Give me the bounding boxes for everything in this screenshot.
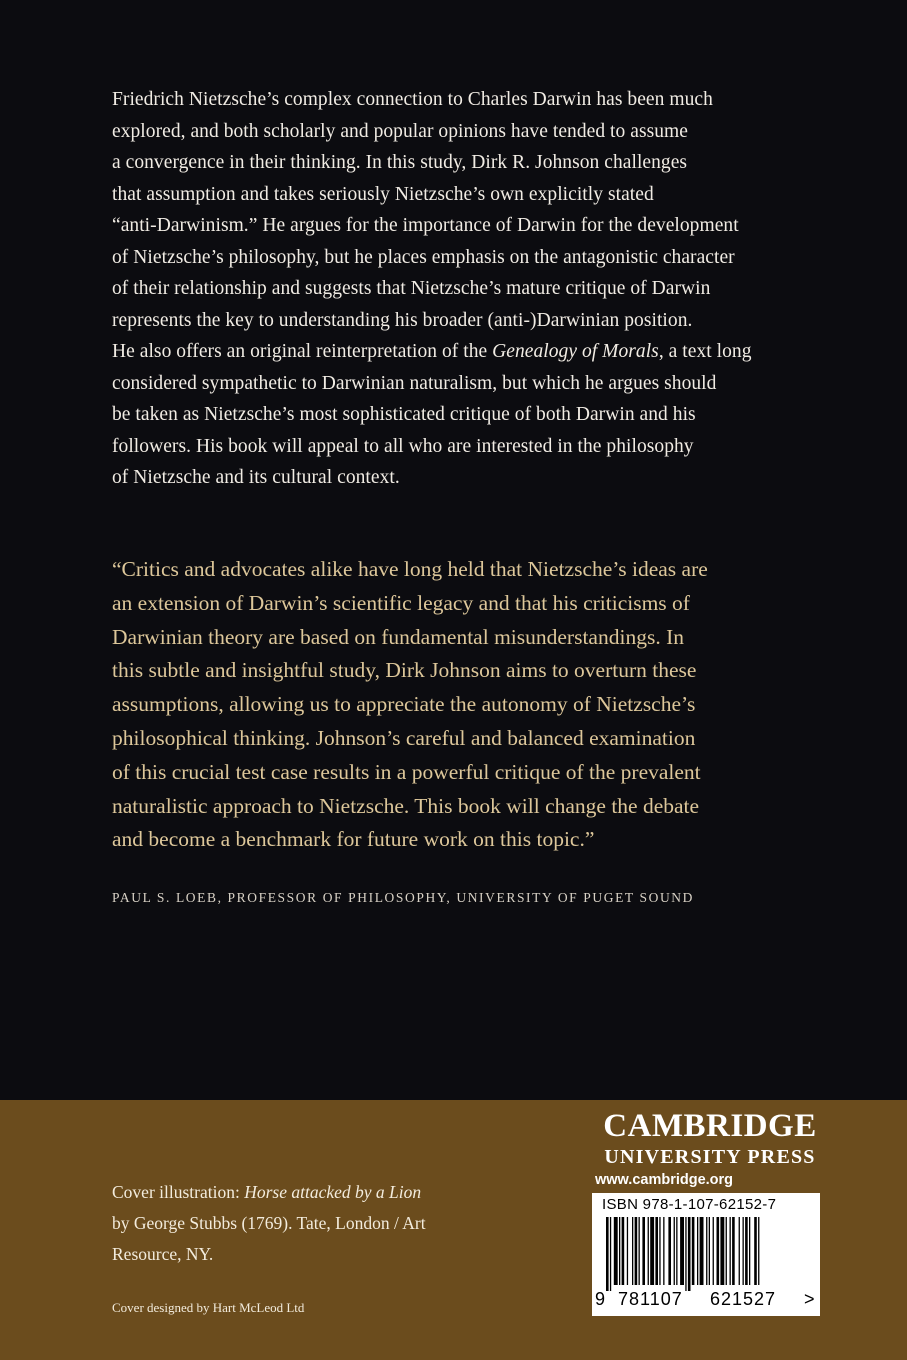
barcode-bar <box>732 1217 735 1285</box>
barcode-bar <box>627 1217 628 1285</box>
quote-line: this subtle and insightful study, Dirk Johnson aims to overturn these <box>112 658 697 683</box>
blurb-line: a convergence in their thinking. In this study, Dirk R. Johnson challenges <box>112 152 688 173</box>
barcode-bar <box>648 1217 649 1285</box>
quote-line: an extension of Darwin’s scientific legacy and that his criticisms of <box>112 590 690 615</box>
blurb-text: , a text long <box>658 341 752 362</box>
isbn-barcode <box>592 1193 820 1316</box>
cover-designer-credit: Cover designed by Hart McLeod Ltd <box>112 1300 305 1315</box>
quote-line: Darwinian theory are based on fundamental misunderstandings. In <box>112 624 684 649</box>
barcode-bar <box>622 1217 625 1285</box>
quote-line: “Critics and advocates alike have long held that Nietzsche’s ideas are <box>112 557 708 581</box>
barcode-bars <box>606 1217 806 1291</box>
blurb-line: that assumption and takes seriously Nietzsche’s own explicitly stated <box>112 183 654 205</box>
barcode-bar <box>700 1217 704 1285</box>
quote-line: and become a benchmark for future work on this topic.” <box>112 827 595 852</box>
barcode-bar <box>632 1217 633 1285</box>
barcode-bar <box>614 1217 618 1285</box>
endorsement-quote <box>112 553 812 857</box>
publisher-name: CAMBRIDGE <box>603 1108 817 1144</box>
barcode-bar <box>668 1217 671 1285</box>
barcode-bar <box>709 1217 710 1285</box>
quote-attribution: PAUL S. LOEB, PROFESSOR OF PHILOSOPHY, UNIVERSITY OF PUGET SOUND <box>112 890 694 905</box>
barcode-bar <box>726 1217 727 1285</box>
cover-illustration-credit <box>112 1177 472 1270</box>
barcode-bar <box>650 1217 654 1285</box>
blurb-text: He also offers an original reinterpretation of the <box>112 341 493 362</box>
blurb-line: considered sympathetic to Darwinian naturalism, but which he argues should <box>112 372 717 394</box>
quote-line: philosophical thinking. Johnson’s careful and balanced examination <box>112 725 696 750</box>
barcode-bar <box>758 1217 759 1285</box>
barcode-bar <box>606 1217 609 1291</box>
barcode-bar <box>713 1217 714 1285</box>
barcode-bar <box>706 1217 707 1285</box>
barcode-bar <box>663 1217 664 1285</box>
quote-line: naturalistic approach to Nietzsche. This book will change the debate <box>112 793 700 818</box>
publisher-logo <box>590 1106 830 1192</box>
barcode-bar <box>610 1217 611 1291</box>
isbn-label: ISBN 978-1-107-62152-7 <box>602 1196 777 1213</box>
book-description <box>112 84 802 494</box>
barcode-bar <box>754 1217 757 1285</box>
publisher-url: www.cambridge.org <box>595 1172 734 1188</box>
credit-line <box>112 1177 472 1208</box>
barcode-bar <box>639 1217 640 1285</box>
blurb-line: represents the key to understanding his broader (anti-)Darwinian position. <box>112 309 693 331</box>
barcode-bar <box>619 1217 620 1285</box>
book-title-genealogy: Genealogy of Morals <box>492 341 659 362</box>
barcode-bar <box>745 1217 748 1285</box>
barcode-bar <box>642 1217 645 1285</box>
barcode-bar <box>739 1217 740 1285</box>
blurb-line: followers. His book will appeal to all who are interested in the philosophy <box>112 435 694 457</box>
blurb-line: explored, and both scholarly and popular opinions have tended to assume <box>112 120 688 142</box>
barcode-bar <box>674 1217 675 1285</box>
barcode-digit-arrow: > <box>804 1289 816 1309</box>
credit-line: by George Stubbs (1769). Tate, London / Art <box>112 1213 426 1233</box>
barcode-digit-group-right: 621527 <box>710 1289 777 1309</box>
credit-prefix: Cover illustration: <box>112 1182 245 1202</box>
publisher-press: UNIVERSITY PRESS <box>604 1146 816 1168</box>
barcode-bar <box>697 1217 698 1285</box>
barcode-bar <box>730 1217 731 1285</box>
blurb-line: be taken as Nietzsche’s most sophisticated critique of both Darwin and his <box>112 404 696 425</box>
blurb-line: of Nietzsche’s philosophy, but he places emphasis on the antagonistic character <box>112 246 735 268</box>
barcode-bar <box>680 1217 684 1285</box>
barcode-bar <box>720 1217 724 1285</box>
barcode-bar <box>676 1217 677 1285</box>
barcode-bar <box>635 1217 638 1285</box>
barcode-bar <box>692 1217 695 1285</box>
barcode-bar <box>749 1217 750 1285</box>
quote-line: of this crucial test case results in a powerful critique of the prevalent <box>112 759 701 784</box>
barcode-bar <box>685 1217 686 1291</box>
barcode-bar <box>688 1217 691 1291</box>
blurb-line: of their relationship and suggests that Nietzsche’s mature critique of Darwin <box>112 278 711 299</box>
blurb-line: “anti-Darwinism.” He argues for the importance of Darwin for the development <box>112 215 739 236</box>
barcode-digit-group-left: 781107 <box>618 1289 683 1309</box>
quote-line: assumptions, allowing us to appreciate the autonomy of Nietzsche’s <box>112 692 696 717</box>
blurb-line: of Nietzsche and its cultural context. <box>112 467 400 488</box>
barcode-bar <box>659 1217 660 1285</box>
artwork-title: Horse attacked by a Lion <box>244 1182 422 1202</box>
blurb-line: Friedrich Nietzsche’s complex connection to Charles Darwin has been much <box>112 89 713 110</box>
barcode-bar <box>717 1217 720 1285</box>
barcode-bar <box>743 1217 744 1285</box>
blurb-line <box>112 336 802 368</box>
barcode-digit-lead: 9 <box>595 1289 607 1309</box>
credit-line: Resource, NY. <box>112 1244 214 1264</box>
barcode-bar <box>655 1217 658 1285</box>
